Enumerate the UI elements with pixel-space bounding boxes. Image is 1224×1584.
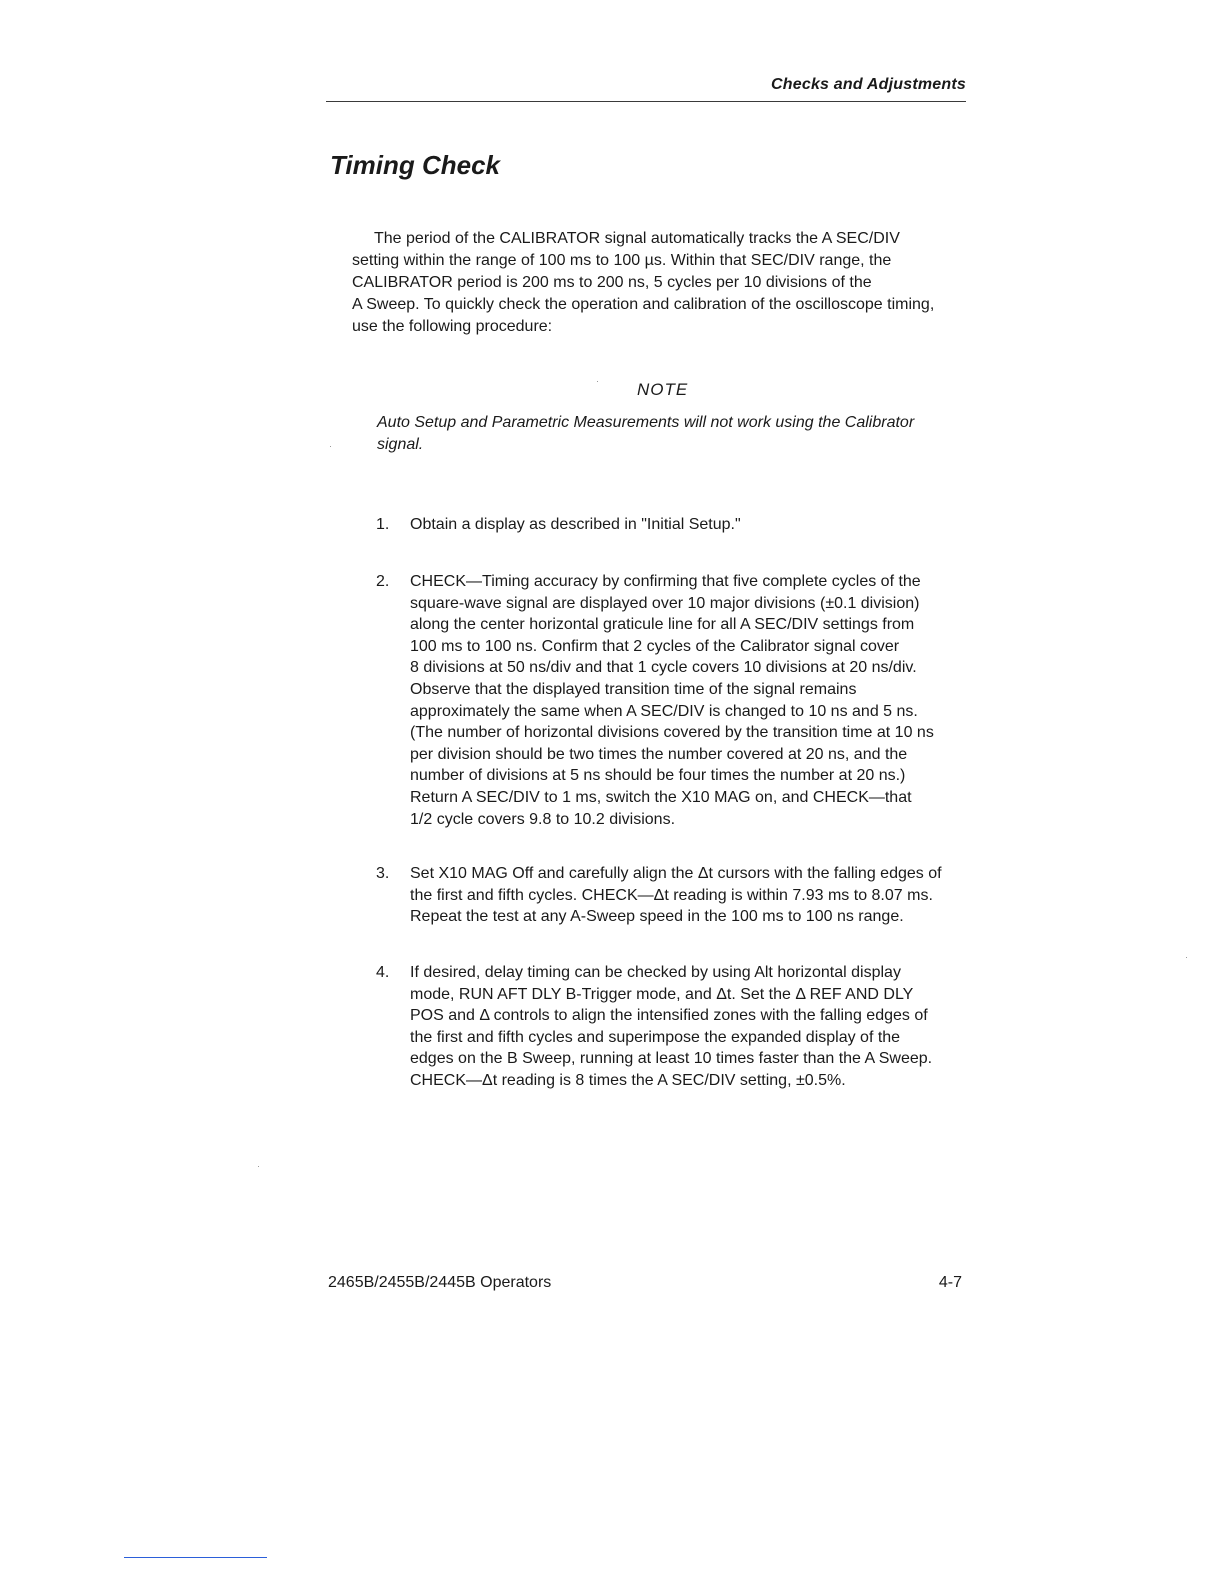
- footer-page-number: 4-7: [938, 1274, 962, 1291]
- step-line: 1/2 cycle covers 9.8 to 10.2 divisions.: [410, 810, 676, 828]
- step-line: the first and fifth cycles and superimpose the expanded display of the: [410, 1028, 901, 1046]
- footer-model: 2465B/2455B/2445B Operators: [328, 1274, 552, 1291]
- intro-line: use the following procedure:: [352, 318, 553, 335]
- section-title: Timing Check: [330, 150, 501, 180]
- intro-paragraph: [352, 228, 972, 338]
- step-line: edges on the B Sweep, running at least 10 times faster than the A Sweep.: [410, 1050, 933, 1068]
- scan-speck: [330, 446, 331, 447]
- step-line: (The number of horizontal divisions covered by the transition time at 10 ns: [410, 724, 934, 742]
- running-header: Checks and Adjustments: [771, 76, 966, 93]
- scan-speck: [258, 1166, 259, 1167]
- intro-line: The period of the CALIBRATOR signal automatically tracks the A SEC/DIV: [374, 230, 900, 247]
- step-number: 1.: [376, 516, 390, 533]
- step-line: the first and fifth cycles. CHECK—Δt reading is within 7.93 ms to 8.07 ms.: [410, 886, 933, 904]
- step-line: Set X10 MAG Off and carefully align the Δt cursors with the falling edges of: [410, 865, 942, 882]
- note-heading: NOTE: [637, 380, 689, 399]
- step-line: Observe that the displayed transition time of the signal remains: [410, 680, 857, 698]
- step-line: per division should be two times the number covered at 20 ns, and the: [410, 745, 908, 763]
- step-line: square-wave signal are displayed over 10 major divisions (±0.1 division): [410, 594, 920, 612]
- scan-speck: [597, 381, 598, 382]
- step-line: Return A SEC/DIV to 1 ms, switch the X10 MAG on, and CHECK—that: [410, 788, 912, 806]
- note-line: signal.: [377, 436, 424, 453]
- step-text: [410, 514, 980, 536]
- step-line: approximately the same when A SEC/DIV is changed to 10 ns and 5 ns.: [410, 702, 918, 720]
- intro-line: CALIBRATOR period is 200 ms to 200 ns, 5 cycles per 10 divisions of the: [352, 274, 872, 291]
- step-number: 3.: [376, 865, 390, 882]
- step-text: [410, 571, 980, 830]
- step-line: 100 ms to 100 ns. Confirm that 2 cycles of the Calibrator signal cover: [410, 637, 900, 655]
- scan-speck: [1186, 957, 1187, 958]
- step-line: mode, RUN AFT DLY B-Trigger mode, and Δt. Set the Δ REF AND DLY: [410, 985, 914, 1003]
- step-line: POS and Δ controls to align the intensified zones with the falling edges of: [410, 1007, 928, 1025]
- note-line: Auto Setup and Parametric Measurements will not work using the Calibrator: [377, 414, 915, 431]
- step-text: [410, 863, 980, 928]
- step-line: If desired, delay timing can be checked by using Alt horizontal display: [410, 964, 901, 981]
- step-number: 2.: [376, 573, 390, 590]
- step-line: number of divisions at 5 ns should be four times the number at 20 ns.): [410, 767, 906, 785]
- step-line: CHECK—Δt reading is 8 times the A SEC/DIV setting, ±0.5%.: [410, 1071, 846, 1089]
- intro-line: A Sweep. To quickly check the operation and calibration of the oscilloscope timing,: [352, 296, 935, 313]
- step-line: along the center horizontal graticule line for all A SEC/DIV settings from: [410, 616, 915, 634]
- step-line: Obtain a display as described in "Initial Setup.": [410, 516, 741, 533]
- note-body: [377, 412, 967, 456]
- step-text: [410, 962, 980, 1092]
- bottom-rule: [124, 1557, 267, 1558]
- step-line: 8 divisions at 50 ns/div and that 1 cycle covers 10 divisions at 20 ns/div.: [410, 659, 917, 677]
- header-rule: [326, 101, 966, 102]
- step-line: CHECK—Timing accuracy by confirming that five complete cycles of the: [410, 573, 921, 590]
- step-number: 4.: [376, 964, 390, 981]
- intro-line: setting within the range of 100 ms to 100 µs. Within that SEC/DIV range, the: [352, 252, 892, 269]
- step-line: Repeat the test at any A-Sweep speed in the 100 ms to 100 ns range.: [410, 908, 904, 926]
